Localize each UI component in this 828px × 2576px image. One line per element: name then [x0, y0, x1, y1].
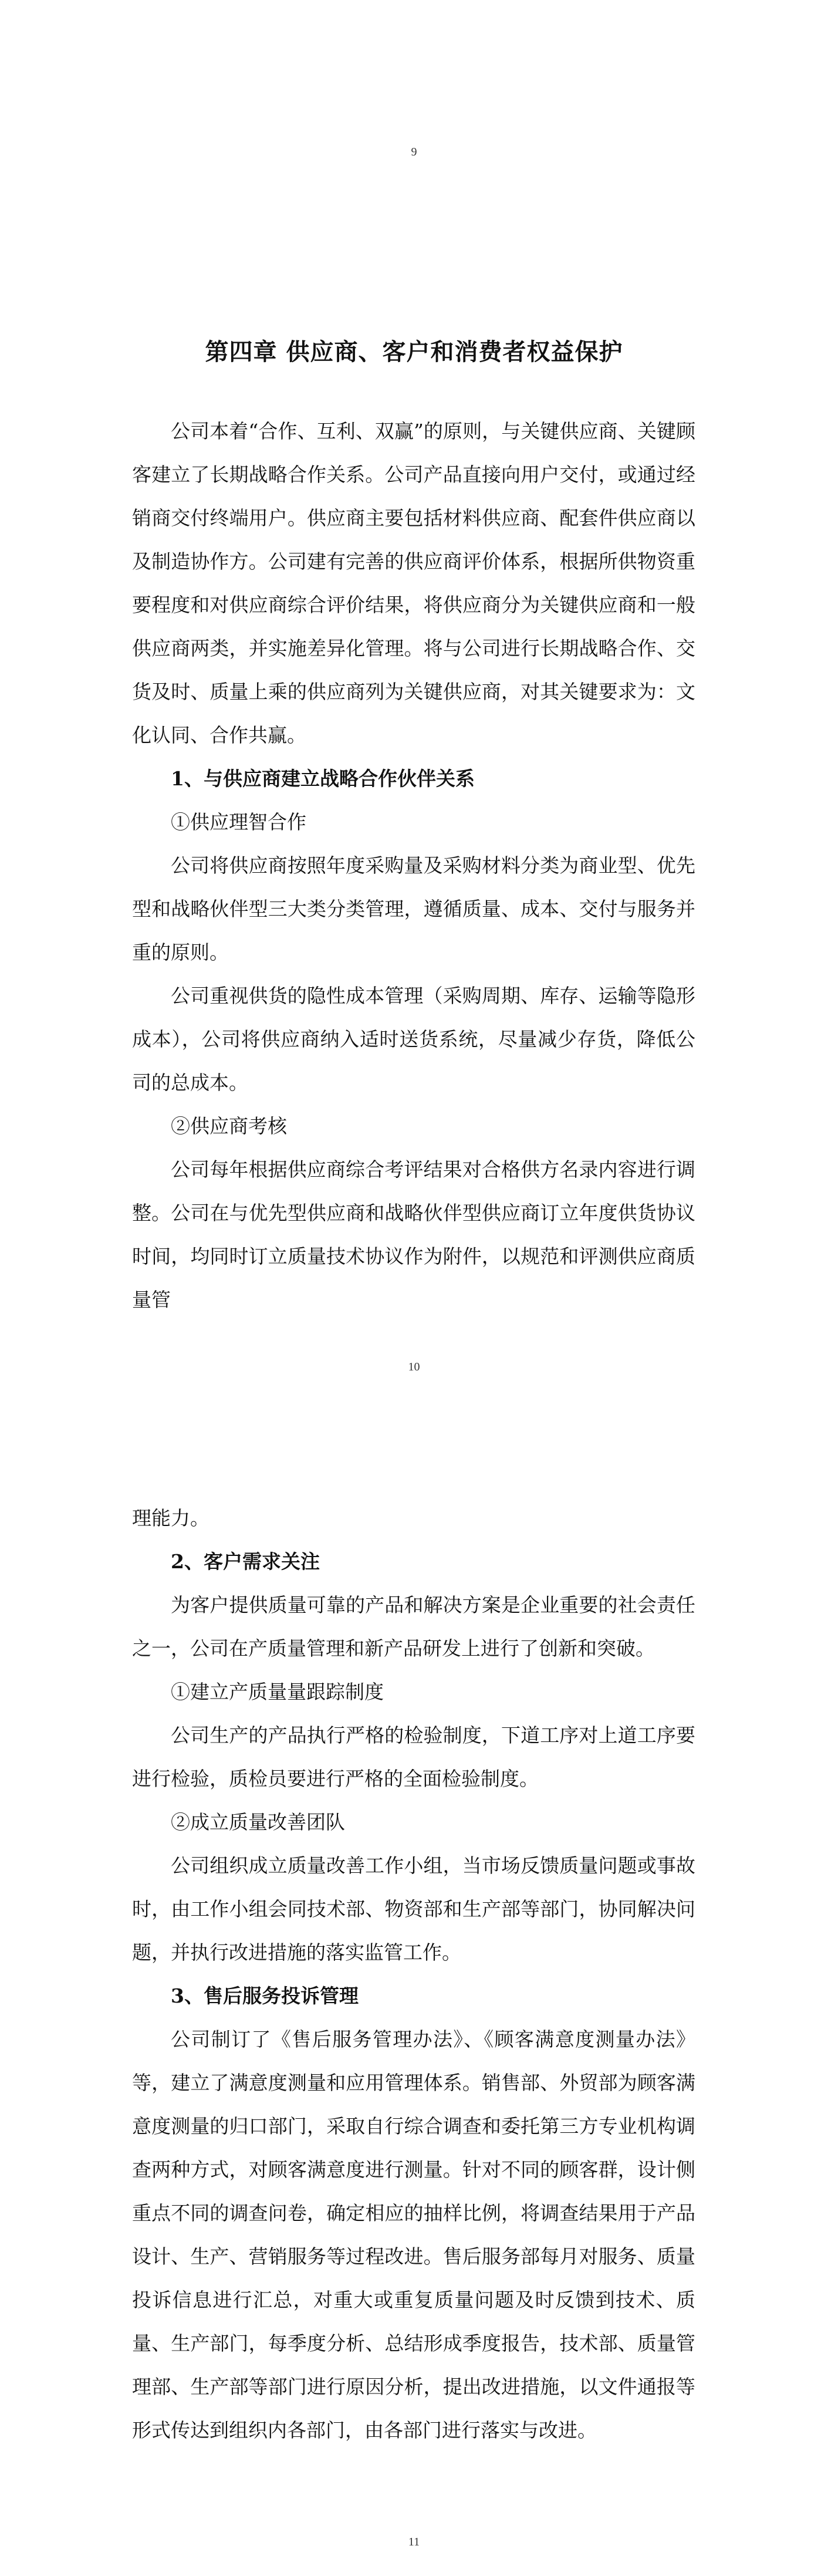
section-2-subheading-2: ②成立质量改善团队	[171, 1811, 345, 1834]
page-10-body	[132, 1497, 695, 2452]
section-1-subheading-1: ①供应理智合作	[171, 811, 306, 833]
section-1-paragraph-3: 公司每年根据供应商综合考评结果对合格供方名录内容进行调整。公司在与优先型供应商和战略伙伴型供应商订立年度供货协议时间，均同时订立质量技术协议作为附件，以规范和评测供应商质量管	[132, 1158, 695, 1311]
page-number-10: 10	[408, 1360, 420, 1373]
section-2-paragraph-2: 公司生产的产品执行严格的检验制度，下道工序对上道工序要进行检验，质检员要进行严格的全面检验制度。	[132, 1724, 695, 1790]
section-3-paragraph-1: 公司制订了《售后服务管理办法》、《顾客满意度测量办法》等，建立了满意度测量和应用管理体系。销售部、外贸部为顾客满意度测量的归口部门，采取自行综合调查和委托第三方专业机构调查两种方式，对顾客满意度进行测量。针对不同的顾客群，设计侧重点不同的调查问卷，确定相应的抽样比例，将调查结果用于产品设计、生产、营销服务等过程改进。售后服务部每月对服务、质量投诉信息进行汇总，对重大或重复质量问题及时反馈到技术、质量、生产部门，每季度分析、总结形成季度报告，技术部、质量管理部、生产部等部门进行原因分析，提出改进措施，以文件通报等形式传达到组织内各部门，由各部门进行落实与改进。	[132, 2028, 695, 2442]
section-2-subheading-1: ①建立产质量量跟踪制度	[171, 1680, 384, 1703]
page-number-9: 9	[411, 146, 417, 158]
section-3-heading: 3、售后服务投诉管理	[171, 1984, 359, 2007]
intro-paragraph: 公司本着“合作、互利、双赢”的原则，与关键供应商、关键顾客建立了长期战略合作关系。公司产品直接向用户交付，或通过经销商交付终端用户。供应商主要包括材料供应商、配套件供应商以及制造协作方。公司建有完善的供应商评价体系，根据所供物资重要程度和对供应商综合评价结果，将供应商分为关键供应商和一般供应商两类，并实施差异化管理。将与公司进行长期战略合作、交货及时、质量上乘的供应商列为关键供应商，对其关键要求为：文化认同、合作共赢。	[132, 420, 695, 747]
continued-text: 理能力。	[132, 1507, 209, 1530]
page-number-11: 11	[408, 2536, 420, 2548]
section-2-paragraph-3: 公司组织成立质量改善工作小组，当市场反馈质量问题或事故时，由工作小组会同技术部、物资部和生产部等部门，协同解决问题，并执行改进措施的落实监管工作。	[132, 1854, 695, 1964]
section-1-paragraph-1: 公司将供应商按照年度采购量及采购材料分类为商业型、优先型和战略伙伴型三大类分类管理，遵循质量、成本、交付与服务并重的原则。	[132, 854, 695, 964]
chapter-title: 第四章 供应商、客户和消费者权益保护	[205, 338, 623, 366]
page-9-body	[132, 410, 695, 1322]
section-1-heading: 1、与供应商建立战略合作伙伴关系	[171, 767, 475, 790]
section-1-paragraph-2: 公司重视供货的隐性成本管理（采购周期、库存、运输等隐形成本），公司将供应商纳入适时送货系统，尽量减少存货，降低公司的总成本。	[132, 984, 695, 1094]
section-1-subheading-2: ②供应商考核	[171, 1115, 287, 1137]
section-2-heading: 2、客户需求关注	[171, 1550, 320, 1573]
section-2-paragraph-1: 为客户提供质量可靠的产品和解决方案是企业重要的社会责任之一，公司在产质量管理和新产品研发上进行了创新和突破。	[132, 1593, 695, 1660]
